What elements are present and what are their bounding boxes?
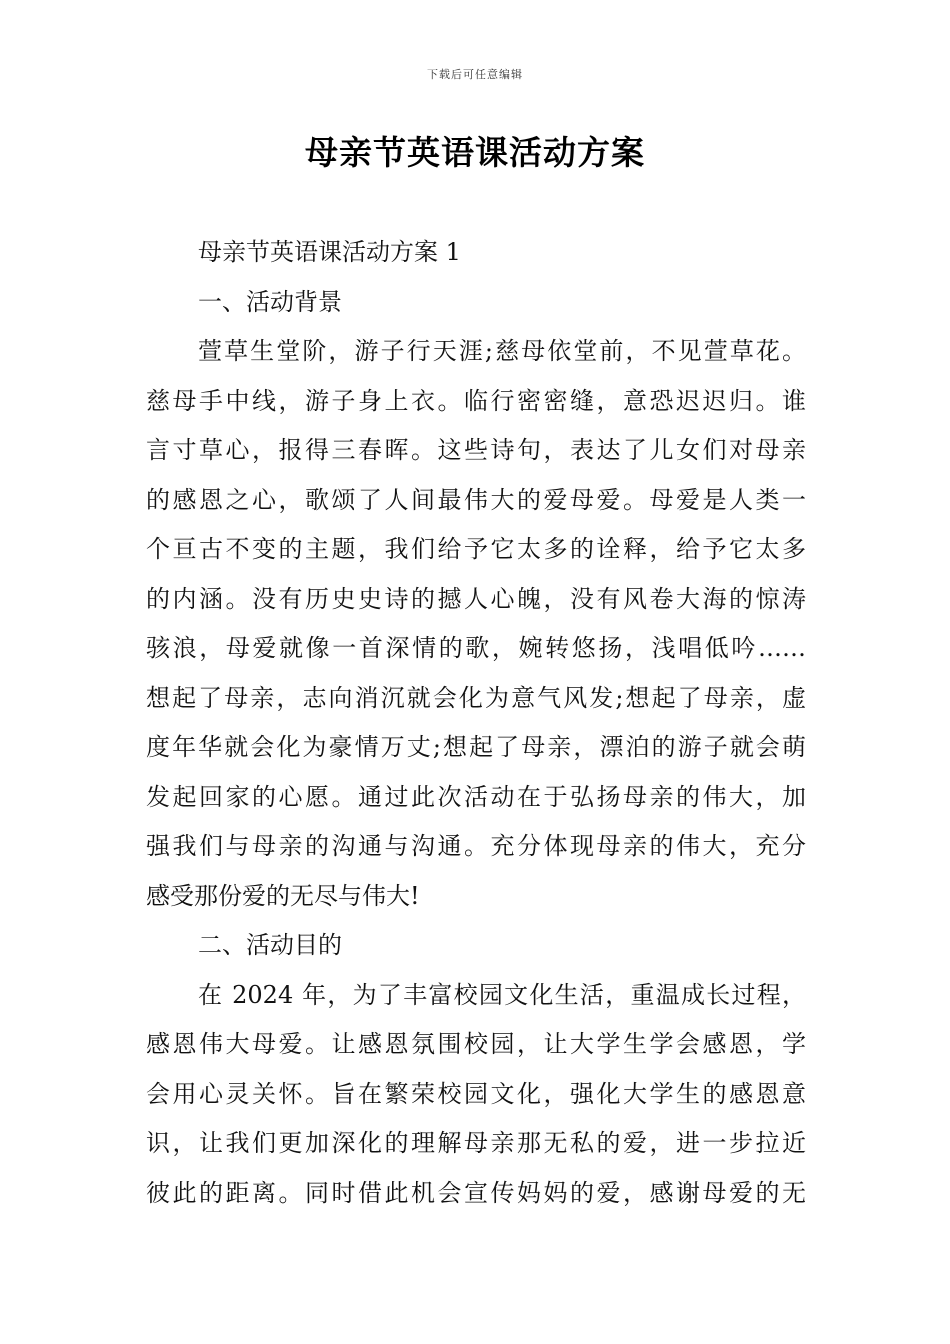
paragraph-line: 会用心灵关怀。旨在繁荣校园文化，强化大学生的感恩意 (146, 1079, 806, 1108)
document-body (146, 228, 806, 1218)
subtitle: 母亲节英语课活动方案 1 (198, 238, 461, 266)
paragraph-line: 感受那份爱的无尽与伟大! (146, 881, 420, 910)
paragraph-line: 想起了母亲，志向消沉就会化为意气风发;想起了母亲，虚 (146, 683, 806, 712)
paragraph-line: 度年华就会化为豪情万丈;想起了母亲，漂泊的游子就会萌 (146, 733, 806, 761)
paragraph-line: 的感恩之心，歌颂了人间最伟大的爱母爱。母爱是人类一 (146, 485, 806, 514)
paragraph-line: 强我们与母亲的沟通与沟通。充分体现母亲的伟大，充分 (146, 832, 806, 860)
paragraph-line: 骇浪，母爱就像一首深情的歌，婉转悠扬，浅唱低吟…… (146, 634, 806, 662)
paragraph-line: 识，让我们更加深化的理解母亲那无私的爱，进一步拉近 (146, 1129, 806, 1157)
document-title: 母亲节英语课活动方案 (305, 133, 645, 172)
section-heading-purpose: 二、活动目的 (198, 931, 342, 959)
paragraph-line: 发起回家的心愿。通过此次活动在于弘扬母亲的伟大，加 (146, 782, 806, 811)
paragraph-line: 言寸草心，报得三春晖。这些诗句，表达了儿女们对母亲 (146, 436, 806, 464)
header-note: 下载后可任意编辑 (427, 68, 523, 81)
paragraph-line: 在 2024 年，为了丰富校园文化生活，重温成长过程， (198, 980, 806, 1009)
paragraph-line: 感恩伟大母爱。让感恩氛围校园，让大学生学会感恩，学 (146, 1030, 806, 1058)
section-heading-background: 一、活动背景 (198, 287, 342, 316)
paragraph-line: 萱草生堂阶，游子行天涯;慈母依堂前，不见萱草花。 (198, 337, 806, 365)
paragraph-line: 个亘古不变的主题，我们给予它太多的诠释，给予它太多 (146, 535, 806, 563)
paragraph-line: 彼此的距离。同时借此机会宣传妈妈的爱，感谢母爱的无 (146, 1178, 806, 1207)
paragraph-line: 慈母手中线，游子身上衣。临行密密缝，意恐迟迟归。谁 (146, 386, 806, 415)
paragraph-line: 的内涵。没有历史史诗的撼人心魄，没有风卷大海的惊涛 (146, 584, 806, 613)
